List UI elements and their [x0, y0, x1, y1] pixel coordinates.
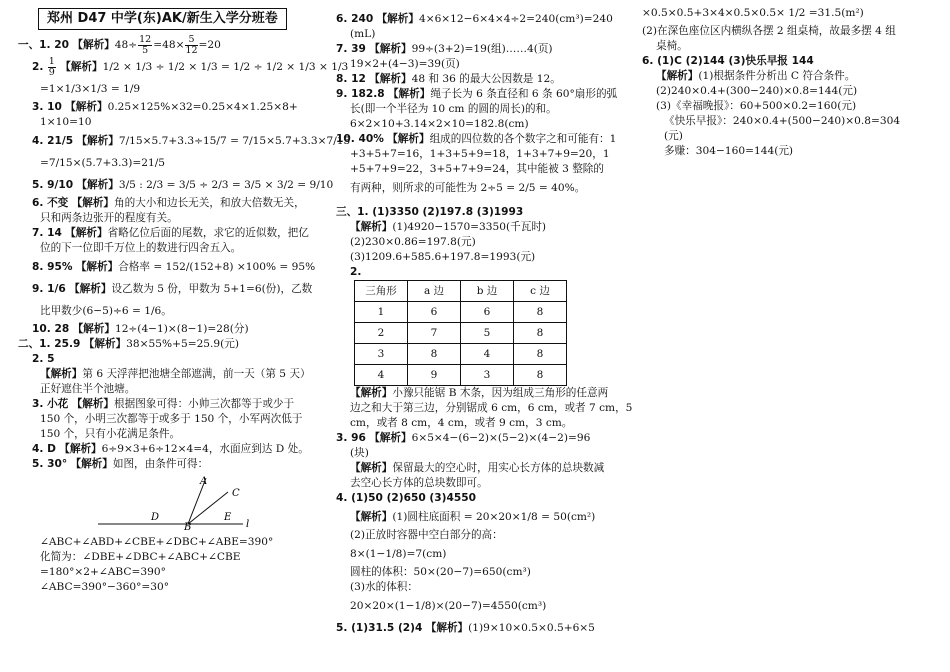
- angle-eq-1: ∠ABC+∠ABD+∠CBE+∠DBC+∠ABE=390°: [40, 536, 274, 548]
- answer-1-6b-cont: (mL): [350, 28, 376, 40]
- answer-1-10b-cont: +3+5+7=16，1+3+5+9=18，1+3+7+9=20，1: [350, 148, 610, 160]
- answer-1-3: 3. 10 【解析】0.25×125%×32=0.25×4×1.25×8+: [32, 101, 298, 113]
- answer-1-10b-cont2: +5+7+9=22，3+5+7+9=24，其中能被 3 整除的: [350, 163, 604, 175]
- table-row: 2 7 5 8: [355, 323, 567, 344]
- label-c: C: [232, 488, 240, 499]
- answer-3-4-cont5: 20×20×(1−1/8)×(20−7)=4550(cm³): [350, 600, 547, 612]
- label-e: E: [224, 512, 232, 523]
- answer-1-1: 一、1. 20 【解析】48÷ $\frac{12}{5}$ =48× $\frac{5}{12}$ =20: [18, 33, 221, 56]
- answer-2-3: 3. 小花 【解析】根据图象可得：小帅三次都等于或少于: [32, 398, 295, 410]
- answer-3-3-cont: (块): [350, 447, 369, 459]
- answer-1-9b-cont: 长(即一个半径为 10 cm 的圆的周长)的和。: [350, 103, 557, 115]
- answer-3-5-cont2: (2)在深色座位区内横纵各摆 2 组桌椅，故最多摆 4 组: [642, 25, 896, 37]
- answer-1-3-cont: 1×10=10: [40, 116, 92, 128]
- answer-3-3-note: 【解析】保留最大的空心时，用实心长方体的总块数减: [350, 462, 605, 474]
- label-d: D: [151, 512, 160, 523]
- answer-2-3-cont2: 150 个，只有小花满足条件。: [40, 428, 181, 440]
- table-header-row: [355, 281, 567, 302]
- answer-1-9-cont: 比甲数少(6−5)÷6 = 1/6。: [40, 305, 172, 317]
- label-b: B: [184, 522, 192, 530]
- answer-3-1-note: 【解析】(1)4920−1570=3350(千瓦时): [350, 221, 547, 233]
- angle-eq-2: 化简为：∠DBE+∠DBC+∠ABC+∠CBE: [40, 551, 241, 563]
- answer-3-6-note: 【解析】(1)根据条件分析出 C 符合条件。: [656, 70, 856, 82]
- angle-eq-3: =180°×2+∠ABC=390°: [40, 566, 166, 578]
- answer-1-6-cont: 只和两条边张开的程度有关。: [40, 212, 178, 224]
- answer-3-1: 三、1. (1)3350 (2)197.8 (3)1993: [336, 206, 524, 218]
- answer-2-4: 4. D 【解析】6÷9×3+6÷12×4=4，水面应到达 D 处。: [32, 443, 309, 455]
- answer-3-2-cont: 边之和大于第三边，分别锯成 6 cm，6 cm，或者 7 cm，5: [350, 402, 633, 414]
- answer-1-4-cont: =7/15×(5.7+3.3)=21/5: [40, 157, 166, 169]
- answer-3-5-cont: ×0.5×0.5+3×4×0.5×0.5× 1/2 =31.5(m²): [642, 7, 864, 19]
- angle-eq-4: ∠ABC=390°−360°=30°: [40, 581, 170, 593]
- answer-2-1: 二、1. 25.9 【解析】38×55%+5=25.9(元): [18, 338, 240, 350]
- answer-1-10b: 10. 40% 【解析】组成的四位数的各个数字之和可能有：1: [336, 133, 617, 145]
- answer-3-6-cont2: (3)《幸福晚报》：60+500×0.2=160(元): [656, 100, 857, 112]
- angle-figure: [38, 474, 258, 530]
- table-row: 3 8 4 8: [355, 344, 567, 365]
- fraction: $\frac{12}{5}$: [139, 33, 152, 56]
- column-middle: [336, 0, 636, 636]
- answer-1-9: 9. 1/6 【解析】设乙数为 5 份，甲数为 5+1=6(份)，乙数: [32, 283, 313, 295]
- answer-2-2-note: 【解析】第 6 天浮萍把池塘全部遮满，前一天（第 5 天）: [40, 368, 311, 380]
- answer-1-7b-cont: 19×2+(4−3)=39(页): [350, 58, 460, 70]
- answer-1-7b: 7. 39 【解析】99÷(3+2)=19(组)……4(页): [336, 43, 553, 55]
- answer-3-6: 6. (1)C (2)144 (3)快乐早报 144: [642, 55, 814, 67]
- answer-3-4-cont3: 圆柱的体积：50×(20−7)=650(cm³): [350, 566, 531, 578]
- answer-2-2-cont: 正好遮住半个池塘。: [40, 383, 136, 395]
- answer-3-6-cont5: 多赚：304−160=144(元): [664, 145, 794, 157]
- fraction: $\frac{5}{12}$: [185, 33, 198, 56]
- answer-1-2-cont: =1×1/3×1/3 = 1/9: [40, 83, 141, 95]
- answer-1-7-cont: 位的下一位即千万位上的数进行四舍五入。: [40, 242, 242, 254]
- answer-3-3: 3. 96 【解析】6×5×4−(6−2)×(5−2)×(4−2)=96: [336, 432, 591, 444]
- answer-2-5: 5. 30° 【解析】如图，由条件可得：: [32, 458, 209, 470]
- answer-3-3-cont2: 去空心长方体的总块数即可。: [350, 477, 488, 489]
- answer-1-2: 2. $\frac{1}{9}$ 【解析】1/2 × 1/3 ÷ 1/2 × 1/3 = 1/2 ÷ 1/2 × 1/3 × 1/3: [32, 55, 349, 78]
- answer-1-6: 6. 不变 【解析】角的大小和边长无关，和放大倍数无关，: [32, 197, 305, 209]
- table-row: 1 6 6 8: [355, 302, 567, 323]
- page-title: 郑州 D47 中学(东)AK/新生入学分班卷: [38, 8, 287, 30]
- answer-1-8: 8. 95% 【解析】合格率 = 152/(152+8) ×100% = 95%: [32, 261, 316, 273]
- triangle-table: [354, 280, 567, 386]
- answer-2-3-cont: 150 个，小明三次都等于或多于 150 个，小军两次低于: [40, 413, 303, 425]
- answer-1-8b: 8. 12 【解析】48 和 36 的最大公因数是 12。: [336, 73, 561, 85]
- answer-1-9b-cont2: 6×2×10+3.14×2×10=182.8(cm): [350, 118, 529, 130]
- answer-1-6b: 6. 240 【解析】4×6×12−6×4×4÷2=240(cm³)=240: [336, 13, 613, 25]
- answer-3-1-cont2: (3)1209.6+585.6+197.8=1993(元): [350, 251, 536, 263]
- answer-3-4: 4. (1)50 (2)650 (3)4550: [336, 492, 476, 504]
- answer-3-2-cont2: cm，或者 8 cm，4 cm，或者 9 cm，3 cm。: [350, 417, 573, 429]
- table-row: 4 9 3 8: [355, 365, 567, 386]
- answer-3-5-cont3: 桌椅。: [656, 40, 688, 52]
- answer-3-6-cont4: (元): [664, 130, 683, 142]
- answer-3-2-note: 【解析】小豫只能锯 B 木条，因为组成三角形的任意两: [350, 387, 609, 399]
- table-header: a 边: [408, 281, 461, 302]
- table-header: 三角形: [355, 281, 408, 302]
- answer-3-5: 5. (1)31.5 (2)4 【解析】(1)9×10×0.5×0.5+6×5: [336, 622, 595, 634]
- answer-1-7: 7. 14 【解析】省略亿位后面的尾数，求它的近似数，把亿: [32, 227, 309, 239]
- column-left: [18, 0, 351, 595]
- answer-3-2: 2.: [350, 266, 362, 278]
- answer-1-10b-cont3: 有两种，则所求的可能性为 2÷5 = 2/5 = 40%。: [350, 182, 586, 194]
- label-l: l: [246, 519, 250, 530]
- answer-1-10: 10. 28 【解析】12÷(4−1)×(8−1)=28(分): [32, 323, 249, 335]
- table-header: c 边: [514, 281, 567, 302]
- answer-3-4-cont4: (3)水的体积：: [350, 581, 418, 593]
- answer-1-9b: 9. 182.8 【解析】绳子长为 6 条直径和 6 条 60°扇形的弧: [336, 88, 618, 100]
- answer-3-4-cont2: 8×(1−1/8)=7(cm): [350, 548, 447, 560]
- answer-3-6-cont: (2)240×0.4+(300−240)×0.8=144(元): [656, 85, 858, 97]
- answer-3-6-cont3: 《快乐早报》：240×0.4+(500−240)×0.8=304: [664, 115, 901, 127]
- answer-2-2: 2. 5: [32, 353, 55, 365]
- answer-3-4-cont: (2)正放时容器中空白部分的高：: [350, 529, 503, 541]
- answer-1-4: 4. 21/5 【解析】7/15×5.7+3.3÷15/7 = 7/15×5.7+3.3×7/15: [32, 135, 351, 147]
- fraction: $\frac{1}{9}$: [48, 55, 55, 78]
- column-right: [642, 0, 942, 159]
- label-a: A: [200, 476, 208, 487]
- table-header: b 边: [461, 281, 514, 302]
- answer-3-4-note: 【解析】(1)圆柱底面积 = 20×20×1/8 = 50(cm²): [350, 511, 596, 523]
- answer-3-1-cont: (2)230×0.86=197.8(元): [350, 236, 476, 248]
- answer-1-5: 5. 9/10 【解析】3/5 : 2/3 = 3/5 ÷ 2/3 = 3/5 × 3/2 = 9/10: [32, 179, 334, 191]
